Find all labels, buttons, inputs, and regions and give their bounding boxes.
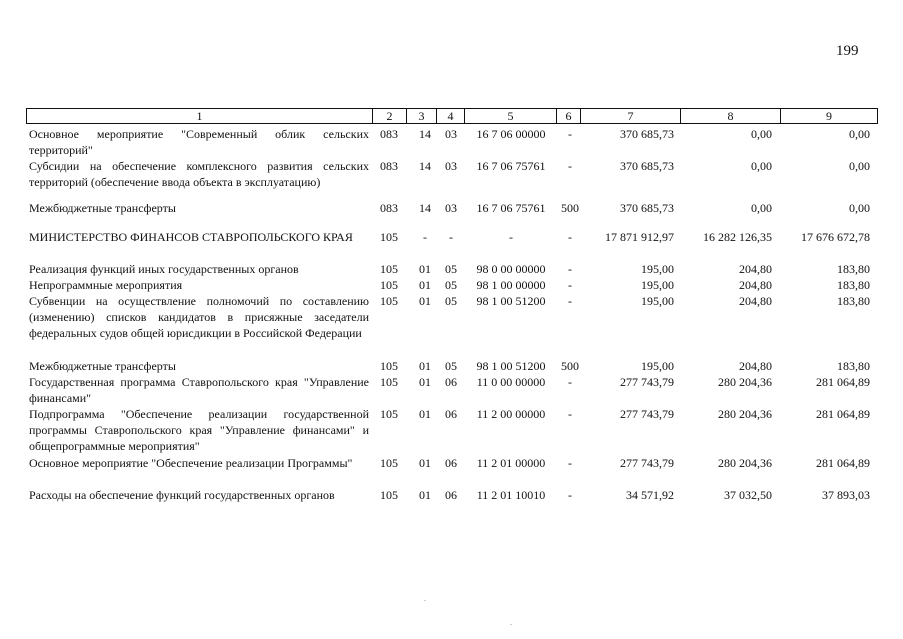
row-expense-type: -: [568, 262, 572, 276]
row-expense-type: -: [568, 278, 572, 292]
row-amount-col8: 280 204,36: [718, 407, 772, 421]
scan-speck: [424, 600, 426, 601]
row-subsection: 06: [445, 488, 457, 502]
row-amount-col9: 183,80: [837, 294, 870, 308]
row-section: -: [423, 230, 427, 244]
row-description: Расходы на обеспечение функций государственных органов: [29, 488, 335, 502]
row-description: Подпрограмма "Обеспечение реализации государственной программы Ставропольского края "Управление финансами" и общепрограммные мероприятия": [29, 407, 369, 453]
row-description: Основное мероприятие "Обеспечение реализации Программы": [29, 456, 353, 470]
row-description: Непрограммные мероприятия: [29, 278, 183, 292]
row-description: Межбюджетные трансферты: [29, 359, 176, 373]
row-target-code: 98 1 00 51200: [476, 359, 546, 373]
row-ministry-code: 105: [380, 407, 398, 421]
row-description: Государственная программа Ставропольского края "Управление финансами": [29, 375, 369, 405]
row-amount-col8: 204,80: [739, 278, 772, 292]
row-expense-type: -: [568, 407, 572, 421]
row-amount-col8: 37 032,50: [724, 488, 772, 502]
row-section: 01: [419, 262, 431, 276]
row-section: 01: [419, 407, 431, 421]
page-number: 199: [836, 43, 859, 59]
row-subsection: 05: [445, 278, 457, 292]
row-expense-type: -: [568, 456, 572, 470]
row-description: МИНИСТЕРСТВО ФИНАНСОВ СТАВРОПОЛЬСКОГО КРАЯ: [29, 230, 353, 244]
row-section: 14: [419, 201, 431, 215]
row-amount-col7: 195,00: [641, 294, 674, 308]
row-ministry-code: 105: [380, 294, 398, 308]
row-ministry-code: 105: [380, 262, 398, 276]
row-target-code: 98 1 00 51200: [476, 294, 546, 308]
row-amount-col9: 37 893,03: [822, 488, 870, 502]
row-description: Субсидии на обеспечение комплексного развития сельских территорий (обеспечение ввода объекта в эксплуатацию): [29, 159, 369, 189]
row-ministry-code: 105: [380, 375, 398, 389]
row-expense-type: 500: [561, 359, 579, 373]
row-section: 01: [419, 456, 431, 470]
row-amount-col9: 0,00: [849, 127, 870, 141]
row-ministry-code: 105: [380, 230, 398, 244]
row-subsection: 03: [445, 201, 457, 215]
header-col-5: 5: [464, 108, 556, 124]
row-target-code: 16 7 06 75761: [476, 201, 546, 215]
row-section: 01: [419, 294, 431, 308]
row-target-code: 11 2 01 00000: [476, 456, 546, 470]
row-subsection: 03: [445, 127, 457, 141]
row-ministry-code: 083: [380, 159, 398, 173]
row-amount-col7: 277 743,79: [620, 407, 674, 421]
row-amount-col9: 17 676 672,78: [801, 230, 870, 244]
header-col-1: 1: [26, 108, 372, 124]
header-col-3: 3: [406, 108, 436, 124]
row-section: 01: [419, 375, 431, 389]
row-target-code: 16 7 06 75761: [476, 159, 546, 173]
row-ministry-code: 083: [380, 201, 398, 215]
row-amount-col9: 0,00: [849, 159, 870, 173]
row-amount-col9: 183,80: [837, 262, 870, 276]
row-expense-type: -: [568, 159, 572, 173]
row-target-code: 11 0 00 00000: [476, 375, 546, 389]
row-target-code: 11 2 01 10010: [476, 488, 546, 502]
row-subsection: 05: [445, 262, 457, 276]
row-target-code: 98 1 00 00000: [476, 278, 546, 292]
row-section: 14: [419, 159, 431, 173]
row-amount-col7: 195,00: [641, 359, 674, 373]
row-description: Межбюджетные трансферты: [29, 201, 176, 215]
row-expense-type: -: [568, 375, 572, 389]
row-expense-type: -: [568, 294, 572, 308]
row-subsection: 06: [445, 456, 457, 470]
row-amount-col8: 280 204,36: [718, 375, 772, 389]
row-amount-col7: 195,00: [641, 278, 674, 292]
row-description: Реализация функций иных государственных органов: [29, 262, 299, 276]
row-amount-col8: 0,00: [751, 159, 772, 173]
row-expense-type: -: [568, 127, 572, 141]
row-expense-type: 500: [561, 201, 579, 215]
row-amount-col7: 277 743,79: [620, 375, 674, 389]
row-section: 01: [419, 359, 431, 373]
row-amount-col7: 277 743,79: [620, 456, 674, 470]
row-description: Субвенции на осуществление полномочий по составлению (изменению) списков кандидатов в присяжные заседатели федеральных судов общей юрисдикции в Российской Федерации: [29, 294, 369, 340]
row-target-code: 16 7 06 00000: [476, 127, 546, 141]
row-subsection: 05: [445, 359, 457, 373]
row-amount-col8: 204,80: [739, 294, 772, 308]
row-amount-col9: 183,80: [837, 359, 870, 373]
row-section: 01: [419, 278, 431, 292]
row-amount-col8: 280 204,36: [718, 456, 772, 470]
row-amount-col8: 204,80: [739, 262, 772, 276]
row-subsection: 05: [445, 294, 457, 308]
header-col-7: 7: [580, 108, 680, 124]
row-subsection: 06: [445, 375, 457, 389]
row-description: Основное мероприятие "Современный облик сельских территорий": [29, 127, 369, 157]
row-amount-col9: 0,00: [849, 201, 870, 215]
row-target-code: 98 0 00 00000: [476, 262, 546, 276]
row-amount-col8: 204,80: [739, 359, 772, 373]
row-target-code: -: [509, 230, 513, 244]
row-amount-col7: 370 685,73: [620, 201, 674, 215]
row-amount-col9: 281 064,89: [816, 407, 870, 421]
header-col-6: 6: [556, 108, 580, 124]
row-ministry-code: 105: [380, 278, 398, 292]
row-subsection: -: [449, 230, 453, 244]
header-col-4: 4: [436, 108, 464, 124]
row-subsection: 06: [445, 407, 457, 421]
row-amount-col7: 370 685,73: [620, 159, 674, 173]
row-amount-col8: 16 282 126,35: [703, 230, 772, 244]
row-section: 01: [419, 488, 431, 502]
row-amount-col7: 34 571,92: [626, 488, 674, 502]
row-expense-type: -: [568, 488, 572, 502]
scan-speck: [510, 624, 512, 625]
header-col-2: 2: [372, 108, 406, 124]
header-col-9: 9: [780, 108, 878, 124]
row-subsection: 03: [445, 159, 457, 173]
row-amount-col9: 183,80: [837, 278, 870, 292]
row-section: 14: [419, 127, 431, 141]
row-ministry-code: 105: [380, 456, 398, 470]
row-expense-type: -: [568, 230, 572, 244]
row-amount-col7: 370 685,73: [620, 127, 674, 141]
row-target-code: 11 2 00 00000: [476, 407, 546, 421]
row-amount-col8: 0,00: [751, 127, 772, 141]
row-ministry-code: 083: [380, 127, 398, 141]
row-ministry-code: 105: [380, 488, 398, 502]
row-amount-col9: 281 064,89: [816, 456, 870, 470]
row-amount-col8: 0,00: [751, 201, 772, 215]
header-col-8: 8: [680, 108, 780, 124]
row-amount-col9: 281 064,89: [816, 375, 870, 389]
row-ministry-code: 105: [380, 359, 398, 373]
row-amount-col7: 17 871 912,97: [605, 230, 674, 244]
row-amount-col7: 195,00: [641, 262, 674, 276]
